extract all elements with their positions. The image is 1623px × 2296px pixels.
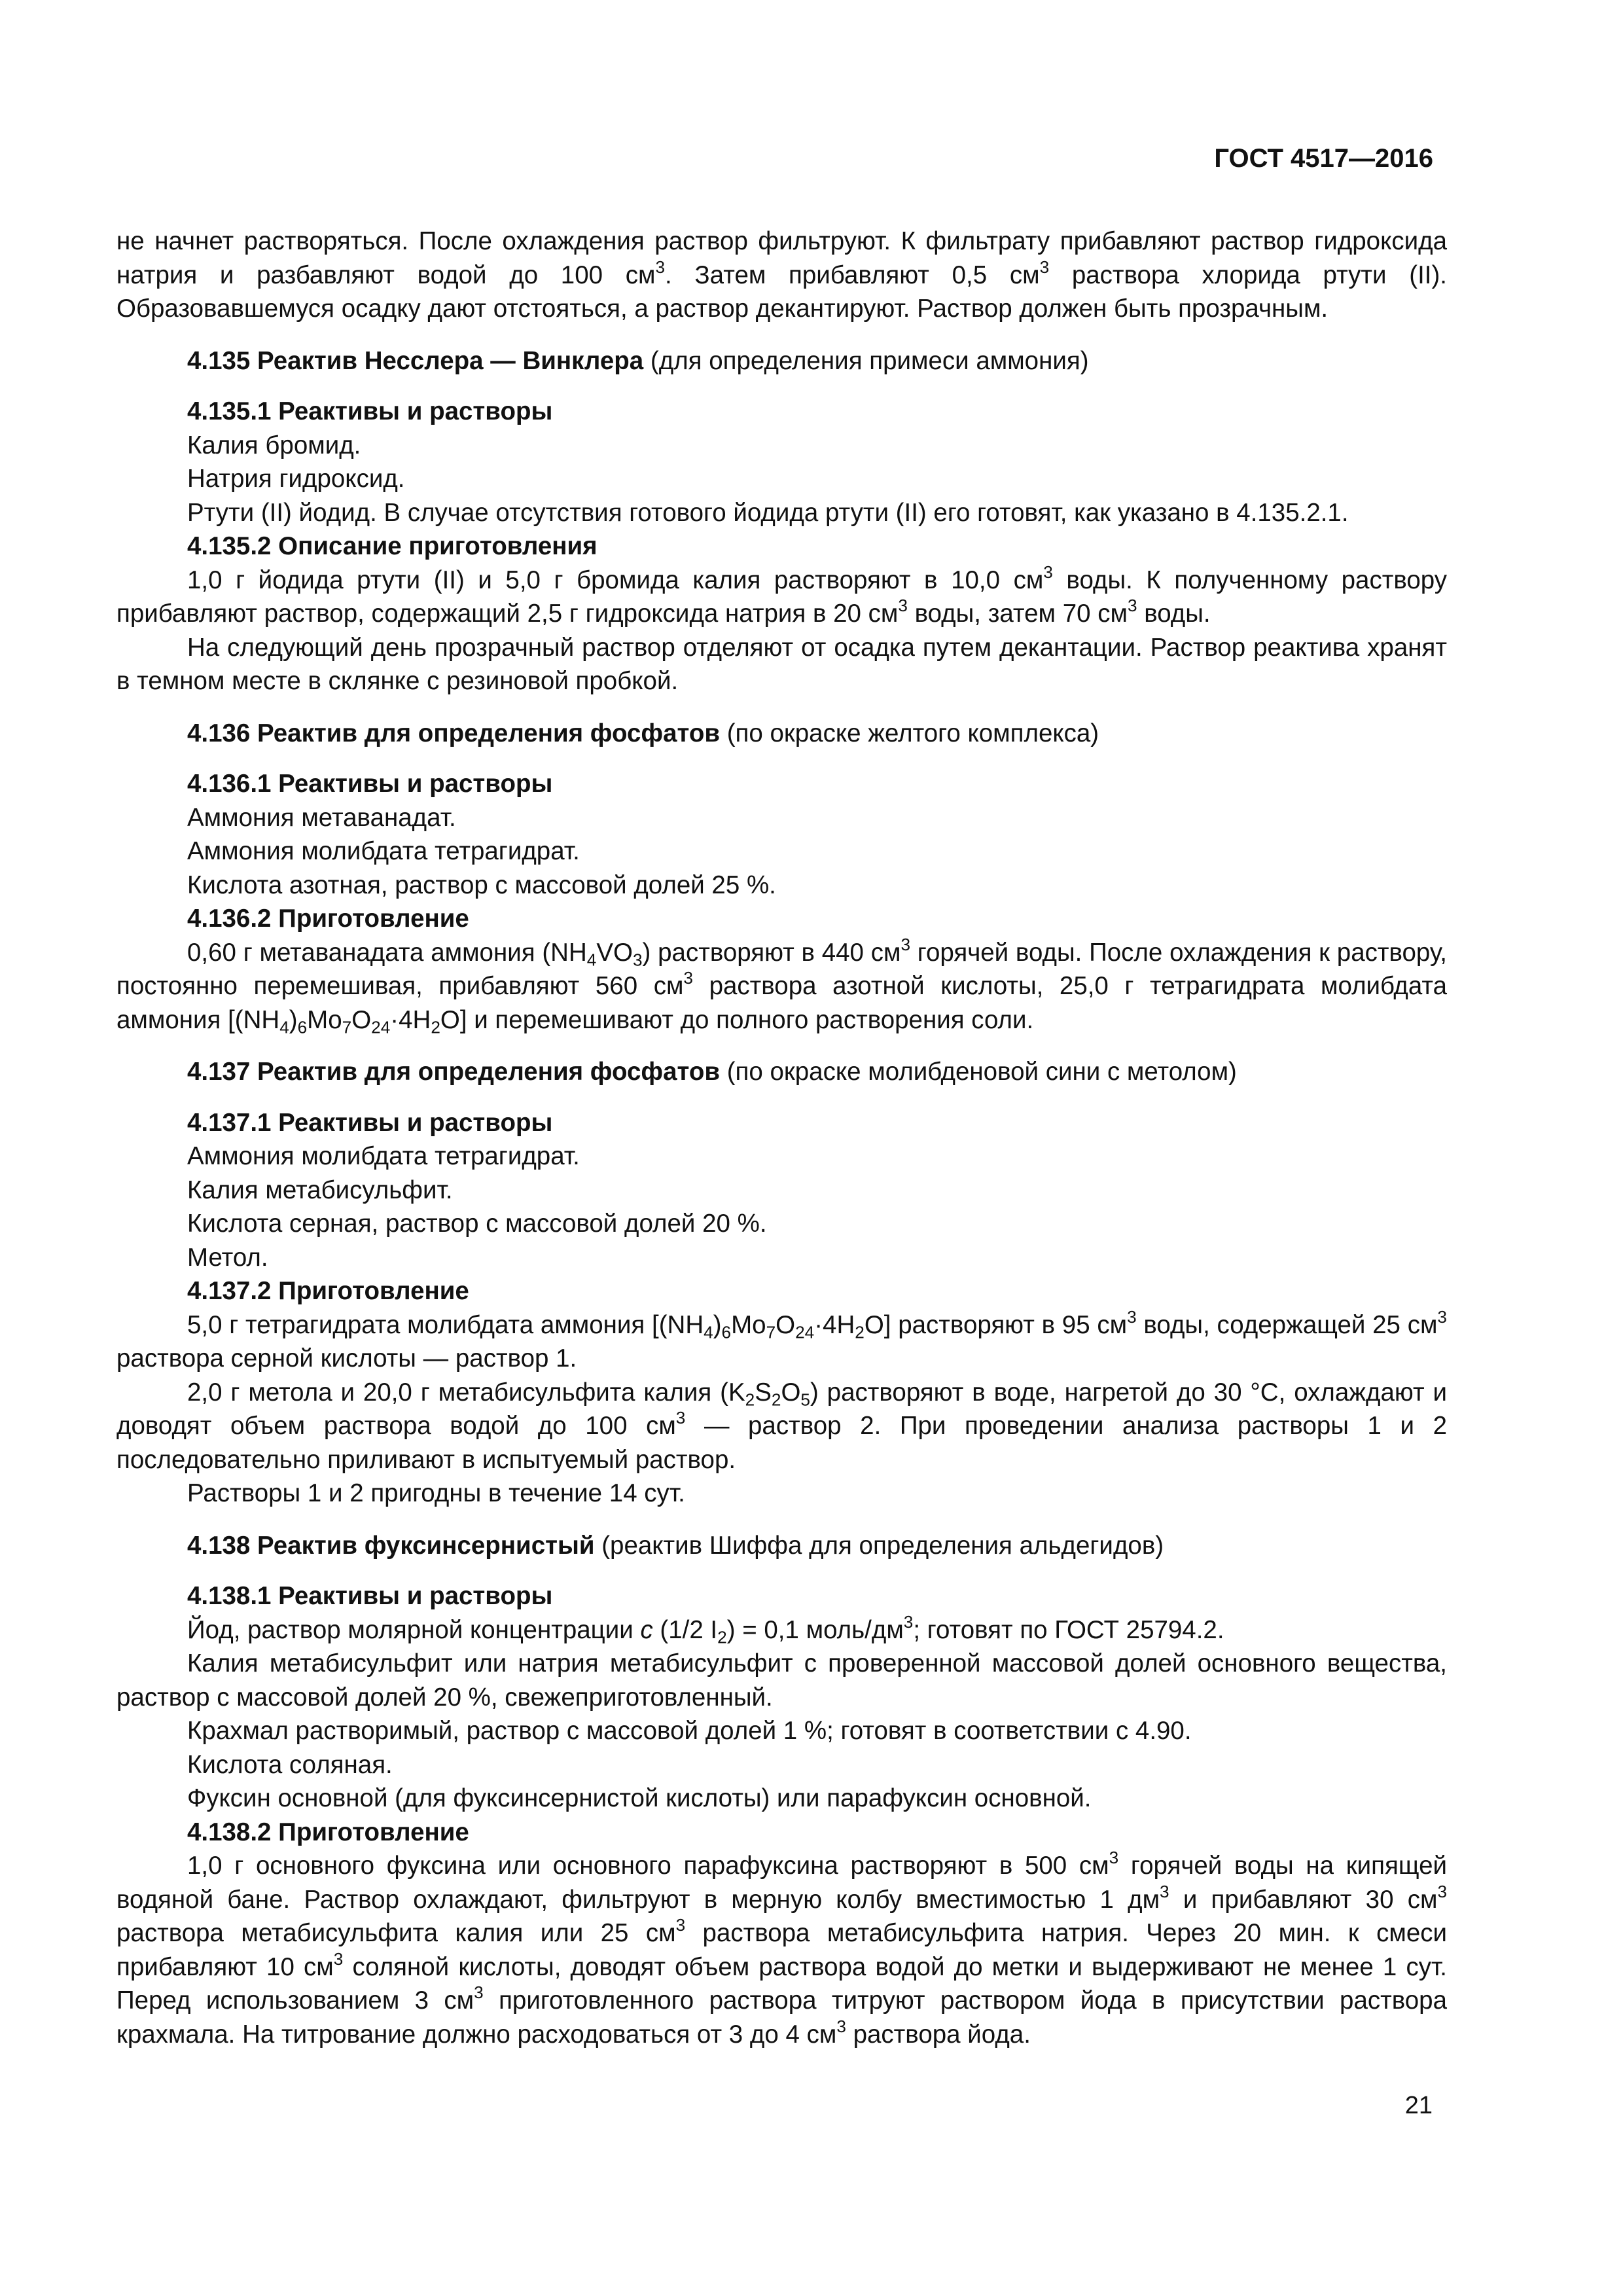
- section-4-138-2-paragraph: 1,0 г основного фуксина или основного парафуксина растворяют в 500 $см^3$ горячей воды на кипящей водяной бане. Раствор охлаждают, фильтруют в мерную колбу вместимостью 1 $дм^3$ и прибавляют 30 $см^3$ раствора метабисульфита калия или 25 $см^3$ раствора метабисульфита натрия. Через 20 мин. к смеси прибавляют 10 $см^3$ соляной кислоты, доводят объем раствора водой до метки и выдерживают не менее 1 сут. Перед использованием 3 $см^3$ приготовленного раствора титруют раствором йода в присутствии раствора крахмала. На титрование должно расходоваться от 3 до 4 $см^3$ раствора йода.: [116, 1847, 1448, 2049]
- list-item: Кислота азотная, раствор с массовой долей 25 %.: [187, 870, 776, 899]
- page-content: [116, 224, 1447, 2051]
- list-item: Ртути (II) йодид. В случае отсутствия готового йодида ртути (II) его готовят, как указано в 4.135.2.1.: [187, 498, 1349, 527]
- section-4-136-2-paragraph: 0,60 г метаванадата аммония $(NH_4VO_3)$ растворяют в 440 $см^3$ горячей воды. После охлаждения к раствору, постоянно перемешивая, прибавляют 560 $см^3$ раствора азотной кислоты, 25,0 г тетрагидрата молибдата аммония $[(NH_4)_6Mo_7O_{24}\cdot 4H_2O]$ и перемешивают до полного растворения соли.: [116, 934, 1447, 1037]
- section-4-135-2-heading: 4.135.2 Описание приготовления: [187, 532, 597, 560]
- list-item: Кислота соляная.: [187, 1750, 393, 1779]
- section-4-135-2-paragraph-1: 1,0 г йодида ртути (II) и 5,0 г бромида калия растворяют в 10,0 $см^3$ воды. К полученному раствору прибавляют раствор, содержащий 2,5 г гидроксида натрия в 20 $см^3$ воды, затем 70 $см^3$ воды.: [116, 562, 1448, 628]
- section-4-137-1-heading: 4.137.1 Реактивы и растворы: [187, 1108, 553, 1137]
- section-4-138-1-heading: 4.138.1 Реактивы и растворы: [187, 1582, 553, 1610]
- section-4-137-2-paragraph-3: Растворы 1 и 2 пригодны в течение 14 сут.: [187, 1479, 685, 1507]
- list-item: Крахмал растворимый, раствор с массовой долей 1 %; готовят в соответствии с 4.90.: [187, 1717, 1192, 1745]
- list-item: Калия метабисульфит или натрия метабисульфит с проверенной массовой долей основного вещества, раствор с массовой долей 20 %, свежеприготовленный.: [116, 1649, 1447, 1712]
- list-item: Аммония молибдата тетрагидрат.: [187, 837, 580, 865]
- section-4-135-2-paragraph-2: На следующий день прозрачный раствор отделяют от осадка путем декантации. Раствор реактива хранят в темном месте в склянке с резиновой пробкой.: [116, 633, 1447, 695]
- section-4-137-2-paragraph-1: 5,0 г тетрагидрата молибдата аммония $[(NH_4)_6Mo_7O_{24}\cdot 4H_2O]$ растворяют в 95 $см^3$ воды, содержащей 25 $см^3$ раствора серной кислоты — раствор 1.: [116, 1306, 1447, 1372]
- section-4-135-1-heading: 4.135.1 Реактивы и растворы: [187, 397, 553, 425]
- section-4-138-title: 4.138 Реактив фуксинсернистый (реактив Шиффа для определения альдегидов): [187, 1531, 1164, 1560]
- list-item: Натрия гидроксид.: [187, 465, 405, 493]
- section-4-137-2-heading: 4.137.2 Приготовление: [187, 1277, 469, 1305]
- section-4-136-2-heading: 4.136.2 Приготовление: [187, 905, 469, 933]
- list-item: Фуксин основной (для фуксинсернистой кислоты) или парафуксин основной.: [187, 1784, 1092, 1812]
- list-item: Кислота серная, раствор с массовой долей 20 %.: [187, 1210, 767, 1238]
- section-4-138-2-heading: 4.138.2 Приготовление: [187, 1818, 469, 1846]
- document-code: ГОСТ 4517—2016: [1214, 144, 1433, 173]
- list-item: Калия бромид.: [187, 431, 361, 459]
- list-item: Калия метабисульфит.: [187, 1175, 453, 1204]
- list-item: Йод, раствор молярной концентрации c (1/2 $I_2) = 0,1$ моль/$дм^3$; готовят по ГОСТ 25794.2.: [187, 1611, 1224, 1647]
- list-item: Метол.: [187, 1243, 268, 1272]
- section-4-137-title: 4.137 Реактив для определения фосфатов (по окраске молибденовой сини с метолом): [187, 1058, 1237, 1086]
- section-4-136-1-heading: 4.136.1 Реактивы и растворы: [187, 770, 553, 798]
- section-4-136-title: 4.136 Реактив для определения фосфатов (по окраске желтого комплекса): [187, 719, 1099, 747]
- section-4-135-title: 4.135 Реактив Несслера — Винклера (для определения примеси аммония): [187, 346, 1089, 375]
- page-number: 21: [1404, 2092, 1433, 2119]
- list-item: Аммония молибдата тетрагидрат.: [187, 1142, 580, 1170]
- page-header: [1214, 144, 1433, 173]
- intro-paragraph: не начнет растворяться. После охлаждения раствор фильтруют. К фильтрату прибавляют раствор гидроксида натрия и разбавляют водой до 100 $см^3$. Затем прибавляют 0,5 $см^3$ раствора хлорида ртути (II). Образовавшемуся осадку дают отстояться, а раствор декантируют. Раствор должен быть прозрачным.: [116, 227, 1447, 323]
- section-4-137-2-paragraph-2: 2,0 г метола и 20,0 г метабисульфита калия $(K_2S_2O_5)$ растворяют в воде, нагретой до 30 °С, охлаждают и доводят объем раствора водой до 100 $см^3$ — раствор 2. При проведении анализа растворы 1 и 2 последовательно приливают в испытуемый раствор.: [116, 1378, 1448, 1474]
- list-item: Аммония метаванадат.: [187, 803, 456, 832]
